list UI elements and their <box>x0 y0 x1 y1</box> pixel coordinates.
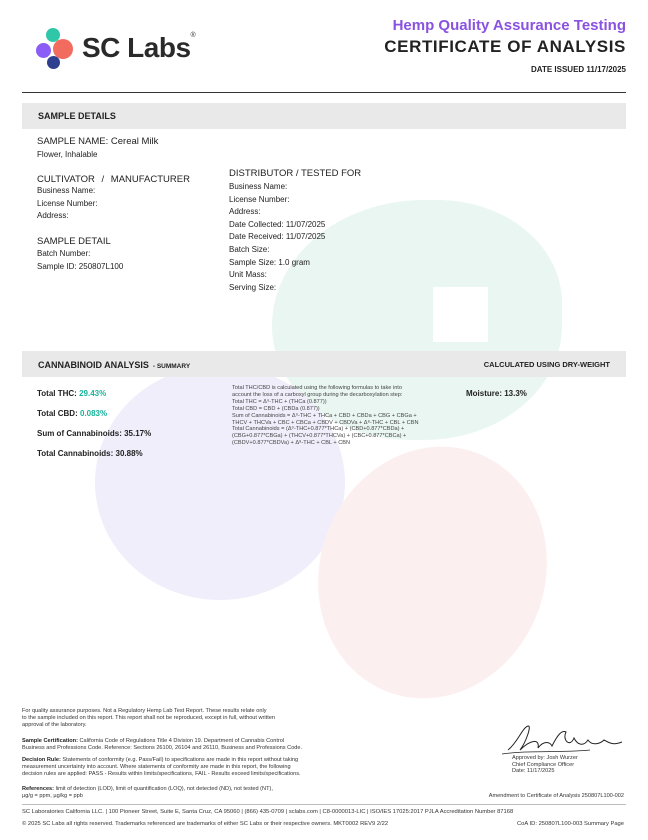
approved-by: Approved by: Josh Wurzer <box>512 755 578 761</box>
disclaimer-line: to the sample included on this report. This report shall not be reproduced, except in full, without written <box>22 715 275 721</box>
coa-id: CoA ID: 250807L100-003 Summary Page <box>517 821 624 827</box>
batch-number: Batch Number: <box>37 249 91 258</box>
unit-mass: Unit Mass: <box>229 270 267 280</box>
sample-id: Sample ID: 250807L100 <box>37 261 124 271</box>
sample-certification-label: Sample Certification: <box>22 738 78 744</box>
date-issued: DATE ISSUED 11/17/2025 <box>530 65 626 74</box>
decision-line: decision rules are applied: PASS - Results within limits/specifications, FAIL - Results exceed limits/specifications. <box>22 771 301 777</box>
sample-certification <box>22 738 302 752</box>
total-cbd <box>37 409 107 418</box>
cannabinoid-analysis-bar <box>22 351 626 377</box>
total-cbd-value: 0.083% <box>79 409 108 418</box>
disclaimer <box>22 708 275 729</box>
cultivator-license-number: License Number: <box>37 198 98 208</box>
distributor-address: Address: <box>229 207 261 217</box>
formula-line: (CBDV+0.877*CBDVa) + Δ⁸-THC + CBL + CBN <box>232 440 351 447</box>
signature-block <box>512 755 578 775</box>
total-thc <box>37 389 106 398</box>
sample-name: SAMPLE NAME: Cereal Milk <box>37 136 159 147</box>
decision-rule <box>22 757 301 778</box>
sample-detail-fields <box>37 248 123 273</box>
lab-address-line: SC Laboratories California LLC. | 100 Pioneer Street, Suite E, Santa Cruz, CA 95060 | (866) 435-0709 | sclabs.com | C8-0000013-LIC | ISO/IES 17025:2017 PJLA Accreditation Number 87168 <box>22 809 514 815</box>
moisture: Moisture: 13.3% <box>466 389 527 398</box>
formula-line: Total CBD = CBD + (CBDa (0.877)) <box>232 405 320 412</box>
serving-size: Serving Size: <box>229 282 277 292</box>
report-title: CERTIFICATE OF ANALYSIS <box>384 37 626 56</box>
calculation-formulas <box>232 385 442 447</box>
references-line: limit of detection (LOD), limit of quantification (LOQ), not detected (ND), not tested (NT), <box>55 786 273 792</box>
references <box>22 786 273 800</box>
sample-details-bar <box>22 103 626 129</box>
cultivator-business-name: Business Name: <box>37 186 96 195</box>
sum-of-cannabinoids: Sum of Cannabinoids: 35.17% <box>37 429 152 438</box>
date-received: Date Received: 11/07/2025 <box>229 232 326 242</box>
disclaimer-line: approval of the laboratory. <box>22 722 87 728</box>
decision-line: Statements of conformity (e.g. Pass/Fail) to specifications are made in this report without taking <box>62 757 299 763</box>
logo-dots-icon <box>36 27 78 69</box>
formula-line: Total Cannabinoids = (Δ⁹-THC+0.877*THCa) + (CBD+0.877*CBDa) + <box>232 426 405 433</box>
disclaimer-line: For quality assurance purposes. Not a Regulatory Hemp Lab Test Report. These results relate only <box>22 708 267 714</box>
copyright-line: © 2025 SC Labs all rights reserved. Trademarks referenced are trademarks of either SC Labs or their respective owners. MKT0002 REV9 2/22 <box>22 821 389 827</box>
distributor-fields <box>229 181 325 294</box>
date-collected: Date Collected: 11/07/2025 <box>229 219 326 229</box>
formula-line: Total THC/CBD is calculated using the following formulas to take into <box>232 385 402 391</box>
distributor-license-number: License Number: <box>229 194 290 204</box>
approver-title: Chief Compliance Officer <box>512 761 575 768</box>
references-line: µg/g = ppm, µg/kg = ppb <box>22 793 83 799</box>
decision-rule-label: Decision Rule: <box>22 757 61 763</box>
sample-detail-title: SAMPLE DETAIL <box>37 236 111 247</box>
header-titles <box>384 17 626 74</box>
cultivator-title: CULTIVATOR / MANUFACTURER <box>37 174 190 185</box>
formula-line: Total THC = Δ⁹-THC + (THCa (0.877)) <box>232 398 327 405</box>
distributor-business-name: Business Name: <box>229 182 288 191</box>
formula-line: Sum of Cannabinoids = Δ⁹-THC + THCa + CBD + CBDa + CBG + CBGa + <box>232 412 417 419</box>
total-thc-label: Total THC: <box>37 389 77 398</box>
sc-labs-logo <box>36 27 195 69</box>
decision-line: measurement uncertainty into account. Where statements of conformity are made in this report, the following <box>22 764 291 770</box>
certification-line: California Code of Regulations Title 4 Division 19. Department of Cannabis Control <box>79 738 285 744</box>
cultivator-fields <box>37 185 97 223</box>
references-label: References: <box>22 786 55 792</box>
cannabinoid-bar-heading <box>38 355 190 373</box>
batch-size: Batch Size: <box>229 244 270 254</box>
cultivator-address: Address: <box>37 211 69 221</box>
formula-line: account the loss of a carboxyl group during the decarboxylation step: <box>232 391 403 398</box>
formula-line: THCV + THCVa + CBC + CBCa + CBDV + CBDVa + Δ⁸-THC + CBL + CBN <box>232 419 419 426</box>
formula-line: (CBG+0.877*CBGa) + (THCV+0.877*THCVa) + (CBC+0.877*CBCa) + <box>232 433 407 440</box>
header-divider <box>22 92 626 93</box>
total-cannabinoids: Total Cannabinoids: 30.88% <box>37 449 143 458</box>
logo-text: SC Labs® <box>82 32 196 63</box>
cannabinoid-analysis-title: CANNABINOID ANALYSIS <box>38 360 149 370</box>
amendment-note: Amendment to Certificate of Analysis 250807L100-002 <box>488 793 624 799</box>
handwritten-signature-icon <box>500 720 635 760</box>
total-cbd-label: Total CBD: <box>37 409 78 418</box>
calculation-basis: CALCULATED USING DRY-WEIGHT <box>483 359 610 369</box>
background-white-square <box>433 287 488 342</box>
footer-divider <box>22 804 626 805</box>
approval-date: Date: 11/17/2025 <box>512 768 555 775</box>
cannabinoid-summary-label: - SUMMARY <box>152 363 191 370</box>
certification-line: Business and Professions Code. Reference: Sections 26100, 26104 and 26110, Business and Professions Code. <box>22 745 303 751</box>
distributor-title: DISTRIBUTOR / TESTED FOR <box>229 168 362 179</box>
sample-details-title: SAMPLE DETAILS <box>38 111 116 121</box>
report-subtitle: Hemp Quality Assurance Testing <box>392 17 626 34</box>
sample-type: Flower, Inhalable <box>37 150 98 159</box>
sample-size: Sample Size: 1.0 gram <box>229 257 310 267</box>
total-thc-value: 29.43% <box>79 389 107 398</box>
